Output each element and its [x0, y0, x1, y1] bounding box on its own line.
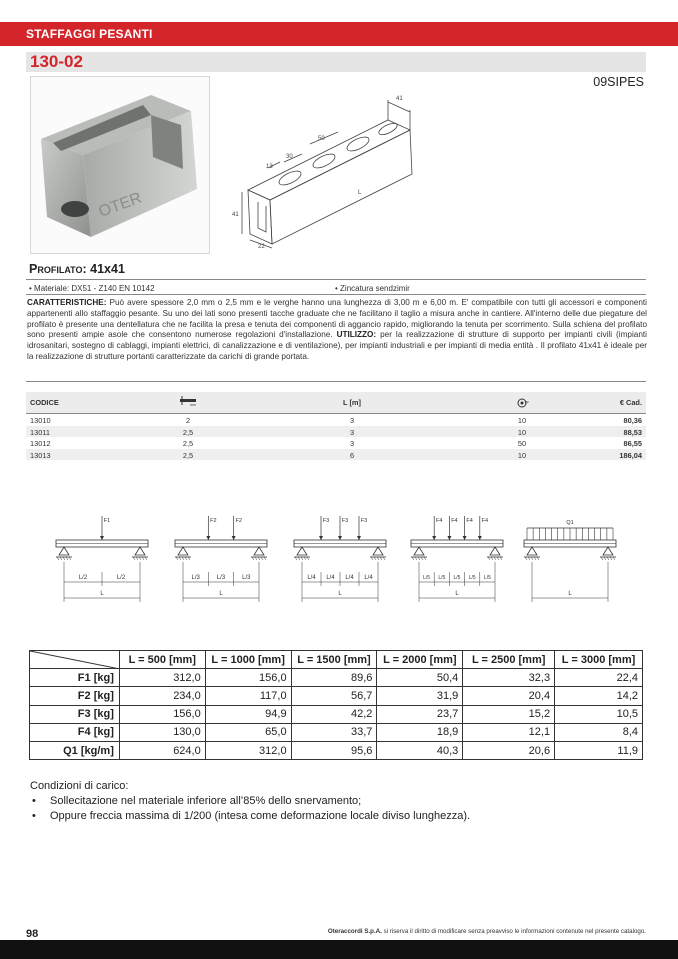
- cell: 65,0: [205, 723, 291, 741]
- load-arrow-head: [478, 536, 482, 540]
- list-item: • Oppure freccia massima di 1/200 (intesa come deformazione locale diviso lunghezza).: [32, 809, 470, 824]
- load-label: F3: [341, 518, 349, 524]
- ground-hatch: [188, 557, 190, 560]
- col-header: L = 2000 [mm]: [377, 651, 463, 669]
- row-label: F1 [kg]: [30, 669, 120, 687]
- load-arrow-head: [100, 536, 104, 540]
- dim-width: 41: [396, 96, 403, 102]
- row-length: 3: [349, 427, 355, 437]
- cell: 11,9: [555, 741, 643, 759]
- cell: 312,0: [205, 741, 291, 759]
- support-icon: [490, 547, 500, 555]
- ground-hatch: [534, 557, 536, 560]
- profile-prefix: Profilato:: [29, 262, 87, 276]
- col-header: L = 500 [mm]: [119, 651, 205, 669]
- corner-cell: [30, 651, 120, 669]
- row-length: 3: [349, 439, 355, 448]
- header-length: L [m]: [343, 398, 361, 407]
- load-label: F3: [322, 518, 330, 524]
- ground-hatch: [261, 557, 263, 560]
- cell: 33,7: [291, 723, 377, 741]
- cell: 94,9: [205, 705, 291, 723]
- row-code: 13012: [30, 439, 51, 448]
- table-row: [30, 687, 643, 705]
- technical-drawing: [228, 82, 446, 250]
- segment-label: L/3: [216, 575, 226, 581]
- ground-hatch: [377, 557, 379, 560]
- ground-hatch: [488, 557, 490, 560]
- ground-hatch: [607, 557, 609, 560]
- profile-name: 41x41: [90, 262, 125, 276]
- row-pack: 10: [517, 450, 527, 460]
- table-row: [26, 449, 646, 461]
- load-label: F2: [210, 518, 217, 524]
- segment-label: L/5: [483, 575, 491, 581]
- support-icon: [59, 547, 69, 555]
- support-icon: [603, 547, 613, 555]
- row-thickness: 2: [185, 416, 191, 425]
- segment-label: L/2: [78, 575, 88, 581]
- ground-hatch: [298, 557, 300, 560]
- load-label: F1: [103, 518, 111, 524]
- row-code: 13011: [30, 427, 51, 437]
- load-arrow-head: [447, 536, 451, 540]
- package-unit: pz: [525, 400, 529, 404]
- ground-hatch: [537, 557, 539, 560]
- spec-material: • Materiale: DX51 - Z140 EN 10142: [29, 284, 155, 293]
- ground-hatch: [415, 557, 417, 560]
- thickness-unit: mm: [190, 403, 196, 407]
- ground-hatch: [66, 557, 68, 560]
- cell: 156,0: [119, 705, 205, 723]
- load-diagrams: [50, 510, 650, 622]
- header-price: € Cad.: [619, 398, 642, 407]
- segment-label: L/3: [242, 575, 251, 581]
- segment-label: L/3: [191, 575, 200, 581]
- ground-hatch: [613, 557, 615, 560]
- cell: 95,6: [291, 741, 377, 759]
- load-label: F2: [235, 518, 242, 524]
- ground-hatch: [63, 557, 65, 560]
- row-price: 88,53: [623, 427, 642, 437]
- table-row: [30, 669, 643, 687]
- ground-hatch: [304, 557, 306, 560]
- load-label: F4: [435, 518, 443, 524]
- cell: 312,0: [119, 669, 205, 687]
- product-code-bar: [26, 52, 646, 72]
- row-thickness: 2,5: [182, 427, 194, 437]
- load-arrow-head: [319, 536, 323, 540]
- row-thickness: 2,5: [182, 450, 194, 460]
- segment-label: L/4: [326, 575, 335, 581]
- product-table-header: [26, 392, 646, 414]
- ground-hatch: [604, 557, 606, 560]
- cell: 15,2: [463, 705, 555, 723]
- cell: 12,1: [463, 723, 555, 741]
- load-label: Q1: [566, 520, 574, 526]
- dim-length: L: [358, 190, 362, 196]
- ground-hatch: [182, 557, 184, 560]
- row-code: 13010: [30, 416, 51, 425]
- thickness-icon: [178, 396, 198, 412]
- ground-hatch: [500, 557, 502, 560]
- divider: [26, 279, 646, 280]
- ground-hatch: [252, 557, 254, 560]
- cell: 18,9: [377, 723, 463, 741]
- ground-hatch: [179, 557, 181, 560]
- support-icon: [178, 547, 188, 555]
- profile-title: [29, 262, 125, 276]
- support-icon: [527, 547, 537, 555]
- cell: 42,2: [291, 705, 377, 723]
- ground-hatch: [421, 557, 423, 560]
- segment-label: L/5: [438, 575, 446, 581]
- col-header: L = 2500 [mm]: [463, 651, 555, 669]
- dim-height: 41: [232, 212, 239, 218]
- row-length: 6: [349, 450, 355, 460]
- table-row: [26, 437, 646, 449]
- span-label: L: [100, 591, 104, 597]
- use-label: UTILIZZO:: [336, 330, 377, 340]
- load-arrow-head: [206, 536, 210, 540]
- load-label: F4: [451, 518, 458, 524]
- section-title: STAFFAGGI PESANTI: [26, 27, 153, 41]
- page-number: 98: [26, 928, 39, 940]
- ground-hatch: [142, 557, 144, 560]
- cell: 624,0: [119, 741, 205, 759]
- span-label: L: [219, 591, 223, 597]
- segment-label: L/4: [345, 575, 354, 581]
- load-label: F4: [466, 518, 473, 524]
- segment-label: L/2: [116, 575, 126, 581]
- ground-hatch: [301, 557, 303, 560]
- row-pack: 50: [517, 439, 527, 448]
- channel-photo-illustration: [31, 77, 209, 253]
- ground-hatch: [258, 557, 260, 560]
- ground-hatch: [528, 557, 530, 560]
- row-price: 80,36: [623, 416, 642, 425]
- row-pack: 10: [517, 427, 527, 437]
- cell: 20,6: [463, 741, 555, 759]
- load-arrow-head: [463, 536, 467, 540]
- ground-hatch: [497, 557, 499, 560]
- row-label: Q1 [kg/m]: [30, 741, 120, 759]
- cell: 14,2: [555, 687, 643, 705]
- row-code: 13013: [30, 450, 51, 460]
- ground-hatch: [60, 557, 62, 560]
- row-price: 186,04: [619, 450, 642, 460]
- dim-slot-length: 30: [286, 154, 293, 160]
- ground-hatch: [374, 557, 376, 560]
- dim-slot-width: 13: [266, 164, 273, 170]
- ground-hatch: [371, 557, 373, 560]
- cell: 10,5: [555, 705, 643, 723]
- segment-label: L/4: [307, 575, 316, 581]
- span-label: L: [455, 591, 459, 597]
- cell: 23,7: [377, 705, 463, 723]
- cell: 56,7: [291, 687, 377, 705]
- ground-hatch: [145, 557, 147, 560]
- product-table: [26, 392, 646, 460]
- cell: 130,0: [119, 723, 205, 741]
- characteristics-label: CARATTERISTICHE:: [27, 298, 107, 307]
- footer-text: si riserva il diritto di modificare senza preavviso le informazioni contenute nel presente catalogo.: [381, 928, 646, 935]
- row-label: F4 [kg]: [30, 723, 120, 741]
- dim-slot-pitch: 50: [318, 136, 325, 142]
- load-arrow-head: [432, 536, 436, 540]
- row-label: F3 [kg]: [30, 705, 120, 723]
- ground-hatch: [601, 557, 603, 560]
- cell: 31,9: [377, 687, 463, 705]
- ground-hatch: [525, 557, 527, 560]
- ground-hatch: [57, 557, 59, 560]
- cell: 156,0: [205, 669, 291, 687]
- table-row: [30, 741, 643, 759]
- support-icon: [414, 547, 424, 555]
- segment-label: L/5: [453, 575, 461, 581]
- conditions-list: [32, 794, 470, 824]
- divider: [26, 294, 646, 295]
- ground-hatch: [136, 557, 138, 560]
- cell: 117,0: [205, 687, 291, 705]
- ground-hatch: [418, 557, 420, 560]
- col-header: L = 1000 [mm]: [205, 651, 291, 669]
- cell: 50,4: [377, 669, 463, 687]
- support-icon: [373, 547, 383, 555]
- table-row: [26, 426, 646, 438]
- ground-hatch: [380, 557, 382, 560]
- support-icon: [135, 547, 145, 555]
- cell: 20,4: [463, 687, 555, 705]
- footer-bar: [0, 940, 678, 959]
- cell: 22,4: [555, 669, 643, 687]
- table-row: [30, 705, 643, 723]
- product-code: 130-02: [30, 52, 83, 71]
- ground-hatch: [255, 557, 257, 560]
- load-arrow-head: [232, 536, 236, 540]
- list-item: • Sollecitazione nel materiale inferiore all’85% dello snervamento;: [32, 794, 470, 809]
- support-icon: [297, 547, 307, 555]
- ground-hatch: [69, 557, 71, 560]
- row-pack: 10: [517, 416, 527, 425]
- table-row: [26, 414, 646, 426]
- ground-hatch: [185, 557, 187, 560]
- cell: 89,6: [291, 669, 377, 687]
- ground-hatch: [139, 557, 141, 560]
- ground-hatch: [383, 557, 385, 560]
- ground-hatch: [424, 557, 426, 560]
- span-label: L: [338, 591, 342, 597]
- package-icon: [510, 397, 534, 411]
- product-description: [27, 298, 647, 363]
- catalog-code: 09SIPES: [593, 75, 644, 89]
- row-length: 3: [349, 416, 355, 425]
- load-table-header: [30, 651, 643, 669]
- segment-label: L/5: [468, 575, 476, 581]
- load-label: F4: [481, 518, 489, 524]
- cell: 234,0: [119, 687, 205, 705]
- dim-lip: 22: [258, 244, 265, 250]
- segment-label: L/4: [364, 575, 373, 581]
- load-arrow-head: [338, 536, 342, 540]
- load-arrow-head: [357, 536, 361, 540]
- cell: 40,3: [377, 741, 463, 759]
- row-price: 86,55: [623, 439, 642, 448]
- ground-hatch: [295, 557, 297, 560]
- footer-note: [328, 928, 646, 935]
- divider: [26, 381, 646, 382]
- photo-logo-text: OTER: [96, 189, 145, 221]
- table-row: [30, 723, 643, 741]
- ground-hatch: [307, 557, 309, 560]
- col-header: L = 3000 [mm]: [555, 651, 643, 669]
- span-label: L: [568, 591, 572, 597]
- row-thickness: 2,5: [182, 439, 194, 448]
- conditions-title: Condizioni di carico:: [30, 780, 129, 792]
- use-text: per la realizzazione di strutture di supporto per impianti civili (impianti idrosanitari, sostegno di cablaggi, impianti elettrici, di canalizzazione e di ventilazione), per impianti industriali e per impianti di media entità . Il profilato 41x41 è ideale per la realizzazione di strutture portanti caratterizzate da carichi di grande portata.: [27, 330, 647, 361]
- ground-hatch: [610, 557, 612, 560]
- ground-hatch: [176, 557, 178, 560]
- ground-hatch: [494, 557, 496, 560]
- product-photo: [30, 76, 210, 254]
- load-table: [29, 650, 643, 760]
- ground-hatch: [491, 557, 493, 560]
- cell: 8,4: [555, 723, 643, 741]
- section-header-band: [0, 22, 678, 46]
- ground-hatch: [412, 557, 414, 560]
- segment-label: L/5: [423, 575, 431, 581]
- ground-hatch: [264, 557, 266, 560]
- spec-finish: • Zincatura sendzimir: [335, 284, 410, 293]
- load-label: F3: [360, 518, 368, 524]
- support-icon: [254, 547, 264, 555]
- footer-company: Oteraccordi S.p.A.: [327, 928, 382, 935]
- ground-hatch: [133, 557, 135, 560]
- col-header: L = 1500 [mm]: [291, 651, 377, 669]
- ground-hatch: [531, 557, 533, 560]
- cell: 32,3: [463, 669, 555, 687]
- characteristics-text: Può avere spessore 2,0 mm o 2,5 mm e le verghe hanno una lunghezza di 3,00 m e 6,00 m. E' compatibile con tutti gli accessori e componenti appartenenti allo staffaggio pesante. Su uno dei lati sono presenti tacche graduate che ne facilitano il taglio a misura anche in cantiere. All'interno delle due piegature del profilato è presente una dentellatura che ne facilita la presa e tenuta dei componenti di aggancio rapido, migliorando la tenuta per scorrimento. Sulla schiena del profilato sono presenti ampie asole che consentono numerose regolazioni d'installazione.: [27, 298, 647, 340]
- row-label: F2 [kg]: [30, 687, 120, 705]
- header-code: CODICE: [30, 398, 59, 407]
